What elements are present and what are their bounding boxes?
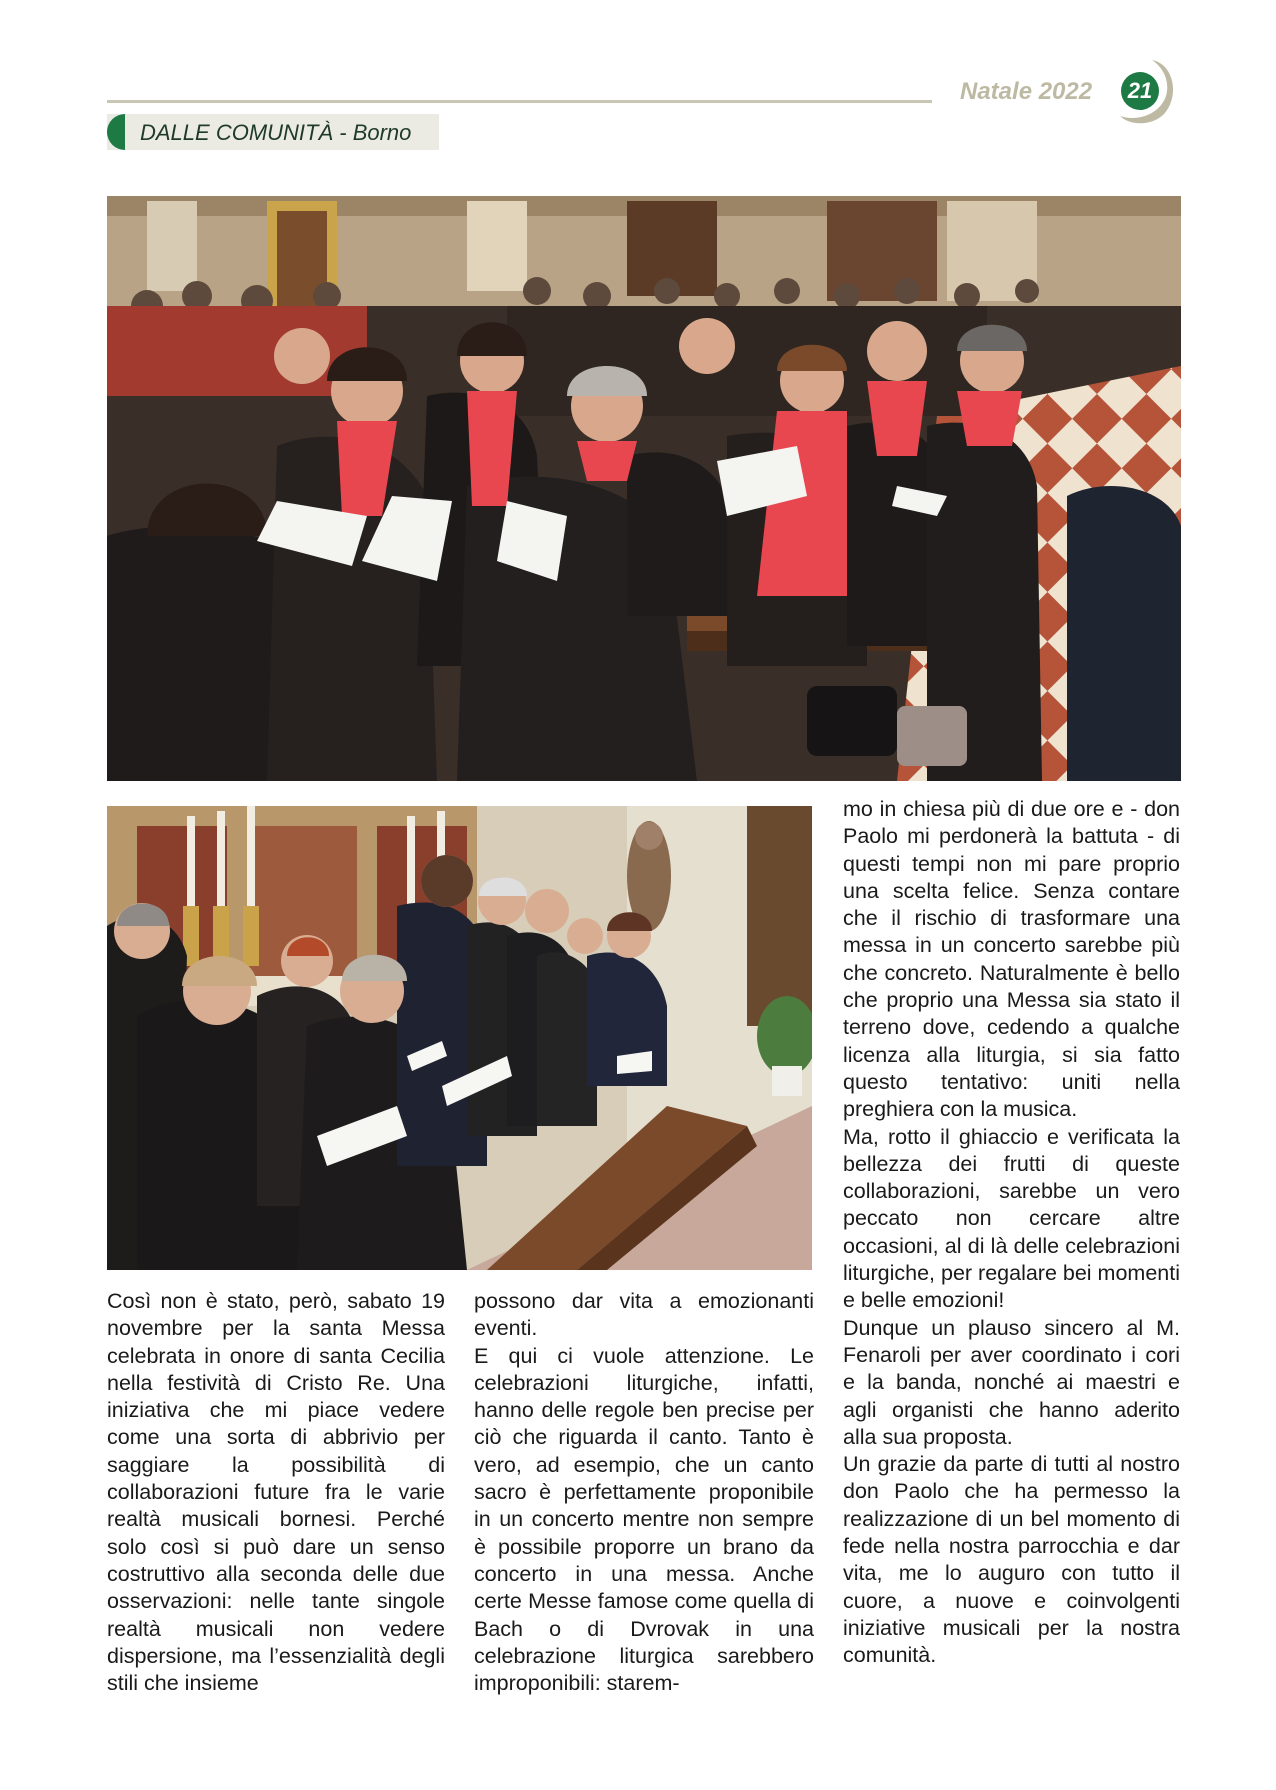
article-paragraph: Un grazie da parte di tutti al nostro don Paolo che ha permesso la realizzazione di un bel momento di fede nella nostra parrocchia e dar vita, me lo auguro con tutto il cuore, a nuove e coinvolgenti iniziative musicali per la nostra comunità. <box>843 1452 1180 1668</box>
page-badge <box>1108 56 1180 128</box>
article-paragraph: Dunque un plauso sincero al M. Fenaroli per aver coordinato i cori e la banda, nonché ai maestri e agli organisti che hanno aderito alla sua proposta. <box>843 1315 1180 1449</box>
article-column-1 <box>107 1288 445 1697</box>
article-paragraph: mo in chiesa più di due ore e - don Paolo mi perdonerà la battuta - di questi tempi non mi pare proprio una scelta felice. Senza contare che il rischio di trasformare una messa in un concerto sarebbe più che concreto. Naturalmente è bello che proprio una Messa sia stato il terreno dove, cedendo a qualche licenza alla liturgia, si sia fatto questo tentativo: uniti nella preghiera con la musica. <box>843 797 1180 1122</box>
page-number: 21 <box>1121 72 1159 110</box>
article-column-2 <box>474 1288 814 1697</box>
article-paragraph: possono dar vita a emozionanti eventi. <box>474 1289 814 1341</box>
photo-singers-altar-icon <box>107 806 812 1270</box>
header-rule <box>107 100 932 103</box>
section-tab-marker <box>107 114 125 150</box>
section-tag <box>107 114 439 150</box>
article-paragraph: Ma, rotto il ghiaccio e verificata la bellezza dei frutti di queste collaborazioni, sarebbe un vero peccato non cercare altre occasioni, al di là delle celebrazioni liturgiche, per regalare bei momenti e belle emozioni! <box>843 1124 1180 1313</box>
section-title: DALLE COMUNITÀ - Borno <box>140 120 412 145</box>
photo-choir-church-icon <box>107 196 1181 781</box>
photo-choir-church <box>107 196 1181 781</box>
issue-label: Natale 2022 <box>960 78 1093 105</box>
photo-singers-altar <box>107 806 812 1270</box>
article-paragraph: E qui ci vuole attenzione. Le celebrazioni liturgiche, infatti, hanno delle regole ben precise per ciò che riguarda il canto. Tanto è vero, ad esempio, che un canto sacro è perfettamente proponibile in un concerto mentre non sempre è possibile proporre un brano da concerto in una messa. Anche certe Messe famose come quella di Bach o di Dvrovak in una celebrazione liturgica sarebbero improponibili: starem- <box>474 1343 814 1696</box>
article-column-3 <box>843 796 1180 1670</box>
article-paragraph: Così non è stato, però, sabato 19 novembre per la santa Messa celebrata in onore di santa Cecilia nella festività di Cristo Re. Una iniziativa che mi piace vedere come una sorta di abbrivio per saggiare la possibilità di collaborazioni future fra le varie realtà musicali bornesi. Perché solo così si può dare un senso costruttivo alla seconda delle due osservazioni: nelle tante singole realtà musicali non vedere dispersione, ma l’essenzialità degli stili che insieme <box>107 1289 445 1696</box>
